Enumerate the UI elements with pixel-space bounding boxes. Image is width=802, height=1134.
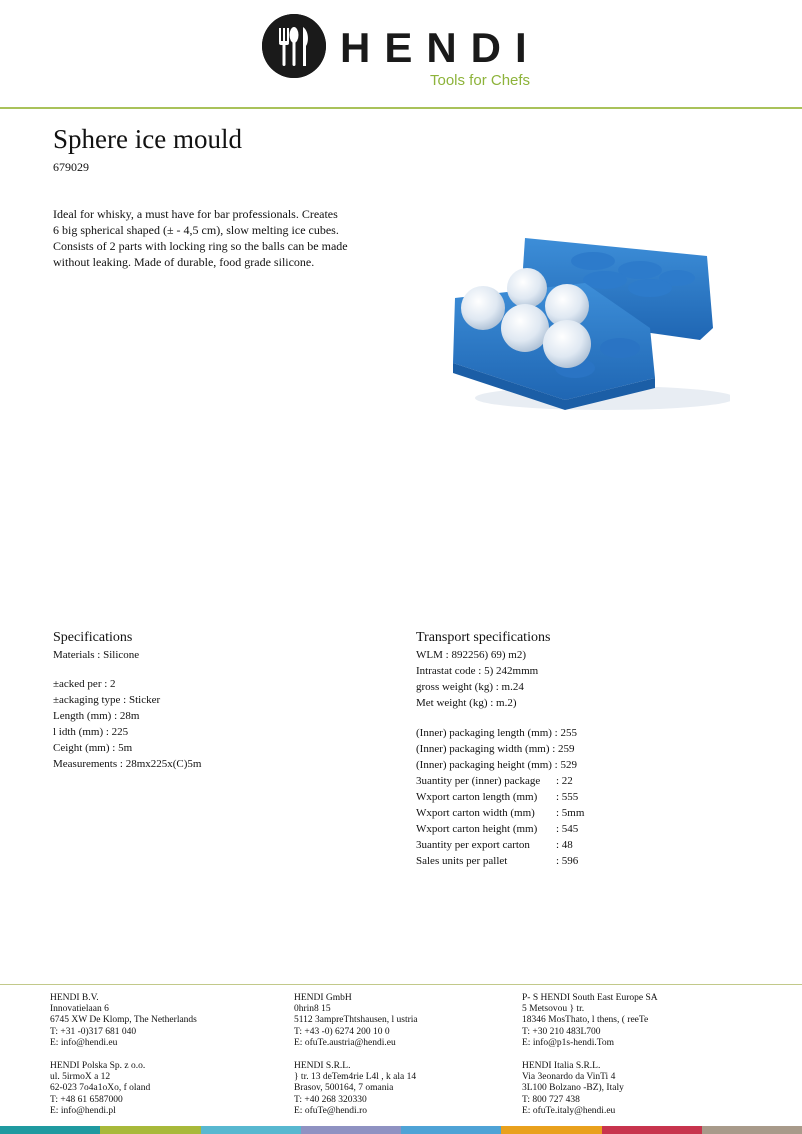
description-line: without leaking. Made of durable, food grade silicone.	[53, 255, 315, 269]
description-line: Ideal for whisky, a must have for bar professionals. Creates	[53, 207, 338, 221]
office-line: 62-023 7o4a1oXo, f oland	[50, 1083, 151, 1094]
spec-line: l idth (mm) : 225	[53, 726, 129, 738]
brand-name: HENDI	[340, 24, 541, 71]
office-name: HENDI Italia S.R.L.	[522, 1061, 601, 1071]
office-line: 5112 3ampreThtshausen, l ustria	[294, 1015, 418, 1026]
transport-row	[416, 821, 716, 837]
specifications-heading: Specifications	[53, 630, 133, 645]
office-line: T: +40 268 320330	[294, 1094, 367, 1105]
stripe-segment	[201, 1126, 302, 1134]
transport-line: (Inner) packaging width (mm) : 259	[416, 743, 575, 755]
transport-row	[416, 837, 716, 853]
office-line: E: info@p1s-hendi.Tom	[522, 1037, 614, 1048]
office-line: 6745 XW De Klomp, The Netherlands	[50, 1015, 197, 1026]
office-greece	[522, 993, 658, 1049]
stripe-segment	[401, 1126, 502, 1134]
brand-tagline: Tools for Chefs	[430, 72, 531, 89]
office-line: 0hrin8 15	[294, 1004, 331, 1015]
transport-section	[416, 630, 716, 870]
stripe-segment	[301, 1126, 402, 1134]
footer-divider	[0, 984, 802, 985]
row-label: Sales units per pallet	[416, 855, 508, 868]
row-label: Wxport carton length (mm)	[416, 791, 538, 804]
office-line: 5 Metsovou } tr.	[522, 1004, 585, 1015]
product-title: Sphere ice mould	[53, 124, 242, 154]
product-code: 679029	[53, 160, 89, 174]
office-line: } tr. 13 deTem4rie L4l , k ala 14	[294, 1072, 417, 1083]
spec-line: ±acked per : 2	[53, 678, 116, 690]
specifications-section	[53, 630, 353, 772]
row-label: Wxport carton height (mm)	[416, 823, 538, 836]
office-line: ul. 5irmoX a 12	[50, 1072, 111, 1083]
stripe-segment	[602, 1126, 703, 1134]
cutlery-icon	[262, 14, 326, 78]
transport-row	[416, 853, 716, 869]
product-image	[445, 228, 730, 413]
office-line: Brasov, 500164, 7 omania	[294, 1083, 394, 1094]
spec-line: ±ackaging type : Sticker	[53, 694, 161, 706]
spec-materials: Materials : Silicone	[53, 649, 140, 661]
office-line: E: ofuTe.austria@hendi.eu	[294, 1037, 396, 1048]
spec-line: Length (mm) : 28m	[53, 710, 140, 722]
row-value: : 545	[556, 823, 579, 836]
row-label: 3uantity per export carton	[416, 839, 530, 852]
row-value: : 596	[556, 855, 579, 868]
transport-line: Intrastat code : 5) 242mmm	[416, 665, 539, 677]
transport-line: (Inner) packaging length (mm) : 255	[416, 727, 577, 739]
office-austria	[294, 993, 418, 1049]
office-line: E: ofuTe.italy@hendi.eu	[522, 1105, 616, 1116]
office-line: E: ofuTe@hendi.ro	[294, 1105, 367, 1116]
office-name: HENDI S.R.L.	[294, 1061, 351, 1071]
stripe-segment	[100, 1126, 201, 1134]
office-line: T: +48 61 6587000	[50, 1094, 123, 1105]
transport-line: (Inner) packaging height (mm) : 529	[416, 759, 577, 771]
transport-line: gross weight (kg) : m.24	[416, 681, 524, 693]
spec-line: Measurements : 28mx225x(C)5m	[53, 758, 202, 770]
transport-line: WLM : 892256) 69) m2)	[416, 649, 526, 661]
office-line: Innovatielaan 6	[50, 1004, 109, 1015]
office-poland	[50, 1061, 150, 1117]
stripe-segment	[501, 1126, 602, 1134]
row-value: : 555	[556, 791, 579, 804]
description-line: Consists of 2 parts with locking ring so the balls can be made	[53, 239, 348, 253]
row-label: 3uantity per (inner) package	[416, 775, 541, 787]
hendi-logo	[262, 12, 552, 92]
office-line: 18346 MosThato, l thens, ( reeTe	[522, 1015, 649, 1026]
office-line: Via 3eonardo da VinTi 4	[522, 1072, 616, 1083]
office-line: T: 800 727 438	[522, 1094, 580, 1105]
office-name: HENDI B.V.	[50, 993, 99, 1003]
footer-color-stripe	[0, 1126, 802, 1134]
office-line: 3L100 Bolzano -BZ), Italy	[522, 1083, 624, 1094]
office-line: T: +43 -0) 6274 200 10 0	[294, 1026, 390, 1037]
transport-row	[416, 805, 716, 821]
header-divider	[0, 107, 802, 109]
office-line: T: +30 210 483L700	[522, 1026, 601, 1037]
office-romania	[294, 1061, 416, 1117]
row-value: : 48	[556, 839, 573, 852]
row-label: Wxport carton width (mm)	[416, 807, 535, 820]
product-description	[53, 206, 373, 270]
stripe-segment	[0, 1126, 101, 1134]
transport-row	[416, 789, 716, 805]
description-line: 6 big spherical shaped (± - 4,5 cm), slow melting ice cubes.	[53, 223, 339, 237]
office-line: E: info@hendi.pl	[50, 1105, 116, 1116]
row-value: : 5mm	[556, 807, 585, 820]
office-line: T: +31 -0)317 681 040	[50, 1026, 137, 1037]
office-name: P- S HENDI South East Europe SA	[522, 993, 658, 1003]
office-line: E: info@hendi.eu	[50, 1037, 118, 1048]
row-value: : 22	[556, 775, 573, 787]
transport-row	[416, 773, 716, 789]
office-netherlands	[50, 993, 197, 1049]
office-name: HENDI Polska Sp. z o.o.	[50, 1061, 146, 1071]
office-italy	[522, 1061, 624, 1117]
transport-heading: Transport specifications	[416, 630, 551, 645]
office-name: HENDI GmbH	[294, 993, 352, 1003]
stripe-segment	[702, 1126, 802, 1134]
spec-line: Ceight (mm) : 5m	[53, 742, 133, 754]
transport-line: Met weight (kg) : m.2)	[416, 697, 517, 709]
